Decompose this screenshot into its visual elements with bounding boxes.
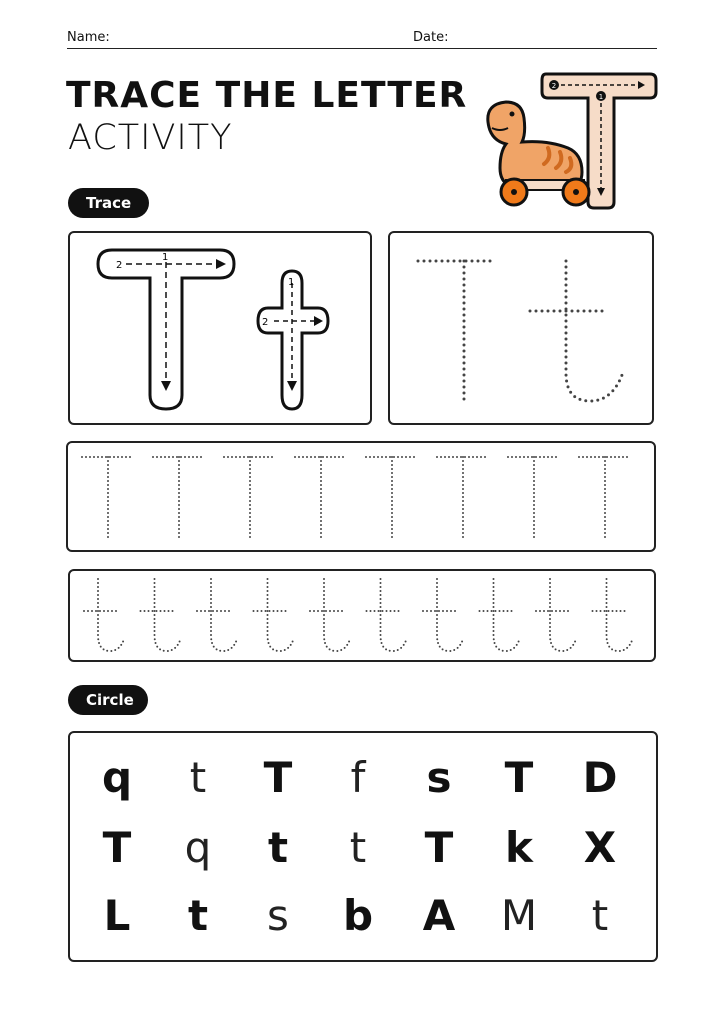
- grid-letter[interactable]: t: [591, 891, 609, 940]
- grid-letter[interactable]: q: [101, 753, 133, 802]
- traceable-uppercase-t: [295, 457, 347, 539]
- page-title: TRACE THE LETTER: [66, 75, 468, 116]
- traceable-uppercase-t: [224, 457, 276, 539]
- dotted-lowercase-t: [530, 261, 622, 401]
- grid-letter[interactable]: s: [267, 891, 289, 940]
- svg-text:1: 1: [598, 93, 604, 101]
- dotted-letters-box: [388, 231, 654, 425]
- grid-letter[interactable]: t: [267, 823, 289, 872]
- grid-letter[interactable]: T: [263, 753, 293, 802]
- svg-text:2: 2: [551, 82, 557, 90]
- circle-letters-box: [68, 731, 658, 962]
- lower-stroke-one: 1: [288, 277, 295, 288]
- grid-letter[interactable]: t: [187, 891, 209, 940]
- traceable-uppercase-t: [579, 457, 631, 539]
- traceable-lowercase-t: [84, 579, 124, 651]
- traceable-uppercase-t: [508, 457, 560, 539]
- trace-section-label: Trace: [68, 188, 149, 218]
- traceable-lowercase-t: [367, 579, 407, 651]
- name-date-line: [67, 30, 657, 49]
- traceable-lowercase-t: [593, 579, 633, 651]
- grid-letter[interactable]: M: [500, 891, 538, 940]
- traceable-lowercase-t: [480, 579, 520, 651]
- grid-letter[interactable]: f: [350, 753, 366, 802]
- page-subtitle: ACTIVITY: [68, 118, 233, 158]
- grid-letter[interactable]: s: [426, 753, 452, 802]
- grid-letter[interactable]: A: [422, 891, 456, 940]
- grid-letter[interactable]: T: [102, 823, 132, 872]
- traceable-uppercase-t: [153, 457, 205, 539]
- traceable-lowercase-t: [254, 579, 294, 651]
- circle-section-label: Circle: [68, 685, 148, 715]
- grid-letter[interactable]: q: [184, 823, 212, 872]
- grid-letter[interactable]: T: [424, 823, 454, 872]
- upper-stroke-one: 1: [162, 252, 169, 263]
- lower-stroke-two: 2: [262, 317, 269, 328]
- grid-letter[interactable]: t: [349, 823, 367, 872]
- traceable-lowercase-t: [423, 579, 463, 651]
- stroke-order-box: [68, 231, 372, 425]
- uppercase-trace-row: [66, 441, 656, 552]
- traceable-uppercase-t: [366, 457, 418, 539]
- upper-stroke-two: 2: [116, 260, 123, 271]
- dinosaur-letter-illustration: [478, 68, 658, 210]
- dotted-uppercase-t: [418, 261, 494, 403]
- dino-body: [488, 102, 582, 188]
- traceable-uppercase-t: [437, 457, 489, 539]
- grid-letter[interactable]: k: [505, 823, 533, 872]
- date-label: Date:: [413, 30, 449, 45]
- grid-letter[interactable]: L: [103, 891, 131, 940]
- traceable-uppercase-t: [82, 457, 134, 539]
- grid-letter[interactable]: D: [582, 753, 618, 802]
- grid-letter[interactable]: t: [189, 753, 207, 802]
- traceable-lowercase-t: [197, 579, 237, 651]
- traceable-lowercase-t: [141, 579, 181, 651]
- traceable-lowercase-t: [310, 579, 350, 651]
- name-label: Name:: [67, 30, 110, 45]
- grid-letter[interactable]: X: [583, 823, 617, 872]
- letter-grid: [70, 733, 656, 961]
- traceable-lowercase-t: [536, 579, 576, 651]
- grid-letter[interactable]: b: [342, 891, 374, 940]
- lowercase-trace-row: [68, 569, 656, 662]
- grid-letter[interactable]: T: [504, 753, 534, 802]
